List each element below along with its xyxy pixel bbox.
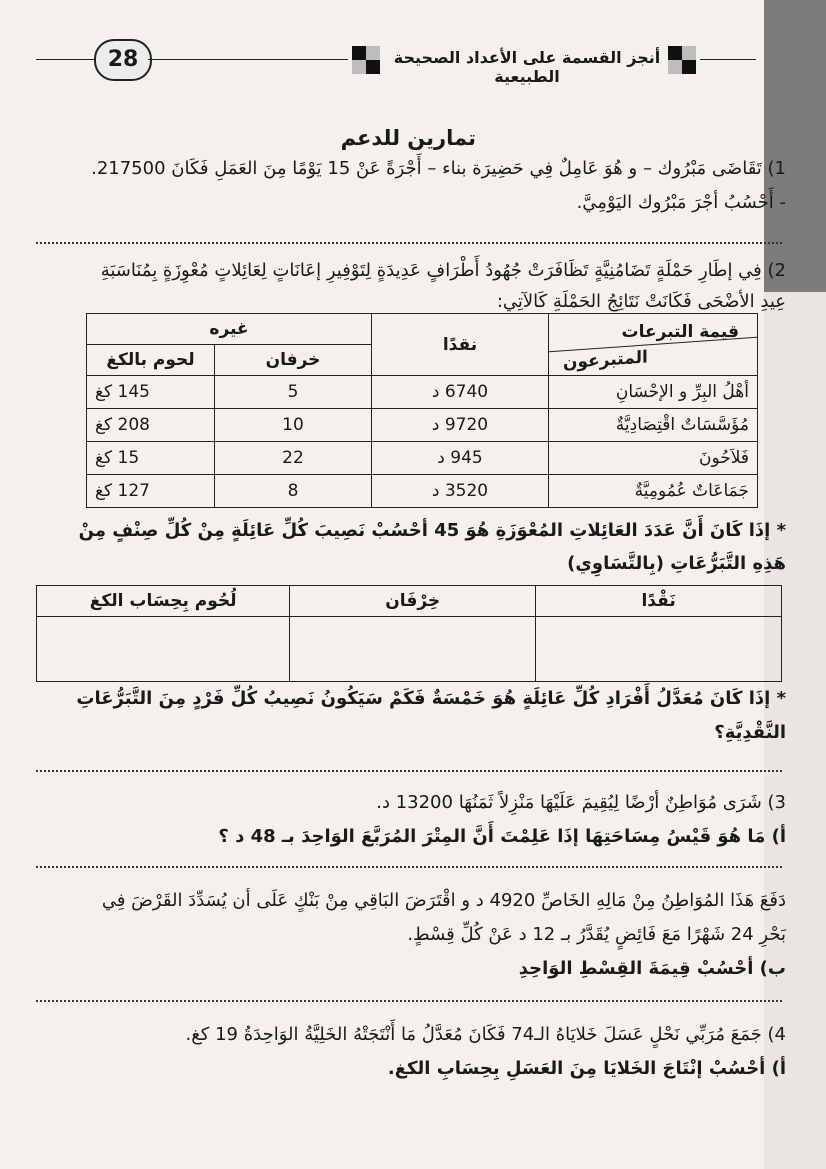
header-title: أنجز القسمة على الأعداد الصحيحة الطبيعية — [393, 48, 661, 86]
answer-dotted-line — [36, 866, 782, 868]
exercise-1-statement: 1) تَقَاضَى مَبْرُوك – و هُوَ عَامِلٌ فِي حَضِيرَة بناء – أَجْرَةً عَنْ 15 يَوْمًا مِنَ العَمَلِ فَكَانَ 217500. — [91, 158, 786, 179]
exercise-3-statement-2: دَفَعَ هَذَا المُوَاطِنُ مِنْ مَالِهِ الخَاصِّ 4920 د و اقْتَرَضَ البَاقِي مِنْ بَنْكٍ عَلَى أن يُسَدِّدَ القَرْضَ فِي — [101, 890, 786, 911]
section-title: تمارين للدعم — [340, 126, 476, 150]
header-rule-left — [36, 59, 94, 60]
exercise-2-statement-1: 2) فِي إطَارِ حَمْلَةٍ تَضَامُنِيَّةٍ تَظَافَرَتْ جُهُودُ أَطْرَافٍ عَدِيدَةٍ لِتَوْفِيرِ إعَانَاتٍ لِعَائِلاتٍ مُعْوِزَةٍ بِمُنَاسَبَةِ — [100, 260, 786, 281]
meat-cell: 15 كغ — [87, 442, 215, 475]
cash-cell: 945 د — [372, 442, 549, 475]
meat-cell: 145 كغ — [87, 376, 215, 409]
page-number: 28 — [94, 39, 152, 81]
meat-cell: 208 كغ — [87, 409, 215, 442]
donor-cell: أهْلُ البِرِّ و الإحْسَانِ — [549, 376, 758, 409]
header-squares-right — [668, 46, 696, 74]
exercise-3 — [56, 786, 786, 854]
sheep-cell: 22 — [215, 442, 372, 475]
exercise-3-question-b: ب) أحْسُبْ قِيمَةَ القِسْطِ الوَاحِدِ — [518, 958, 786, 979]
answer-col-sheep: خِرْفَان — [290, 586, 536, 617]
exercise-2-question-1 — [56, 514, 786, 580]
cash-cell: 6740 د — [372, 376, 549, 409]
answer-col-meat: لُحُوم بِحِسَاب الكغ — [37, 586, 290, 617]
exercise-1 — [56, 152, 786, 220]
exercise-2-question-2 — [56, 682, 786, 750]
sheep-cell: 8 — [215, 475, 372, 508]
page-header — [36, 36, 756, 86]
col-cash-header: نقدًا — [372, 314, 549, 376]
table-corner-cell — [549, 314, 758, 376]
col-other-header: غيره — [87, 314, 372, 345]
corner-bottom-label: المتبرعون — [549, 337, 757, 379]
exercise-1-question: - أَحْسُبُ أجْرَ مَبْرُوك اليَوْمِيَّ. — [576, 192, 786, 213]
col-meat-header: لحوم بالكغ — [87, 345, 215, 376]
question-1-line-1: * إذَا كَانَ أَنَّ عَدَدَ العَائِلاتِ المُعْوَزَةِ هُوَ 45 أحْسُبْ نَصِيبَ كُلِّ عَائِلَةٍ مِنْ كُلِّ صِنْفٍ مِنْ — [78, 520, 786, 541]
answer-dotted-line — [36, 770, 782, 772]
question-1-line-2: هَذِهِ التَّبَرُّعَاتِ (بِالتَّسَاوِي) — [567, 553, 786, 574]
donor-cell: فَلاَحُونَ — [549, 442, 758, 475]
answer-dotted-line — [36, 1000, 782, 1002]
answer-cell-cash[interactable] — [536, 617, 782, 682]
header-squares-left — [352, 46, 380, 74]
table-row — [87, 409, 758, 442]
col-sheep-header: خرفان — [215, 345, 372, 376]
table-row — [87, 475, 758, 508]
cash-cell: 9720 د — [372, 409, 549, 442]
meat-cell: 127 كغ — [87, 475, 215, 508]
exercise-2 — [56, 254, 786, 316]
question-2-line-1: * إذَا كَانَ مُعَدَّلُ أَفْرَادِ كُلِّ عَائِلَةٍ هُوَ خَمْسَةٌ فَكَمْ سَيَكُونُ نَصِيبُ كُلِّ فَرْدٍ مِنَ التَّبَرُّعَاتِ — [76, 688, 786, 709]
exercise-3-continued — [56, 884, 786, 986]
exercise-3-statement-3: بَحْرِ 24 شَهْرًا مَعَ فَائِضٍ يُقَدَّرُ بـ 12 د عَنْ كُلِّ قِسْطٍ. — [407, 924, 786, 945]
exercise-4-question-a: أ) أحْسُبْ إنْتَاجَ الخَلايَا مِنَ العَسَلِ بِحِسَابِ الكغ. — [387, 1058, 786, 1079]
answer-table — [36, 585, 782, 682]
exercise-3-statement: 3) شَرَى مُوَاطِنٌ أرْضًا لِيُقِيمَ عَلَيْهَا مَنْزِلاً ثَمَنُهَا 13200 د. — [376, 792, 786, 813]
table-row — [87, 442, 758, 475]
exercise-2-statement-2: عِيدِ الأضْحَى فَكَانَتْ نَتَائِجُ الحَمْلَةِ كَالآتِي: — [496, 291, 786, 312]
exercise-4 — [56, 1018, 786, 1086]
exercise-3-question-a: أ) مَا هُوَ قَيْسُ مِسَاحَتِهَا إذَا عَلِمْتَ أَنَّ المِتْرَ المُرَبَّعَ الوَاحِدَ بـ 48 د ؟ — [218, 826, 786, 847]
sheep-cell: 5 — [215, 376, 372, 409]
donor-cell: جَمَاعَاتٌ عُمُومِيَّةٌ — [549, 475, 758, 508]
answer-cell-sheep[interactable] — [290, 617, 536, 682]
donations-table — [86, 313, 758, 508]
page-edge-shadow — [764, 0, 826, 292]
question-2-line-2: النَّقْدِيَّةِ؟ — [714, 722, 786, 743]
answer-col-cash: نَقْدًا — [536, 586, 782, 617]
sheep-cell: 10 — [215, 409, 372, 442]
answer-cell-meat[interactable] — [37, 617, 290, 682]
exercise-4-statement: 4) جَمَعَ مُرَبِّي نَحْلٍ عَسَلَ خَلايَاهُ الـ74 فَكَانَ مُعَدَّلُ مَا أَنْتَجَتْهُ الخَلِيَّةُ الوَاحِدَةُ 19 كغ. — [185, 1024, 786, 1045]
header-rule-right — [700, 59, 756, 60]
header-rule-middle — [148, 59, 348, 60]
cash-cell: 3520 د — [372, 475, 549, 508]
corner-top-label: قيمة التبرعات — [621, 322, 739, 342]
answer-dotted-line — [36, 242, 782, 244]
donor-cell: مُؤَسَّسَاتٌ اقْتِصَادِيَّةٌ — [549, 409, 758, 442]
table-row — [87, 376, 758, 409]
